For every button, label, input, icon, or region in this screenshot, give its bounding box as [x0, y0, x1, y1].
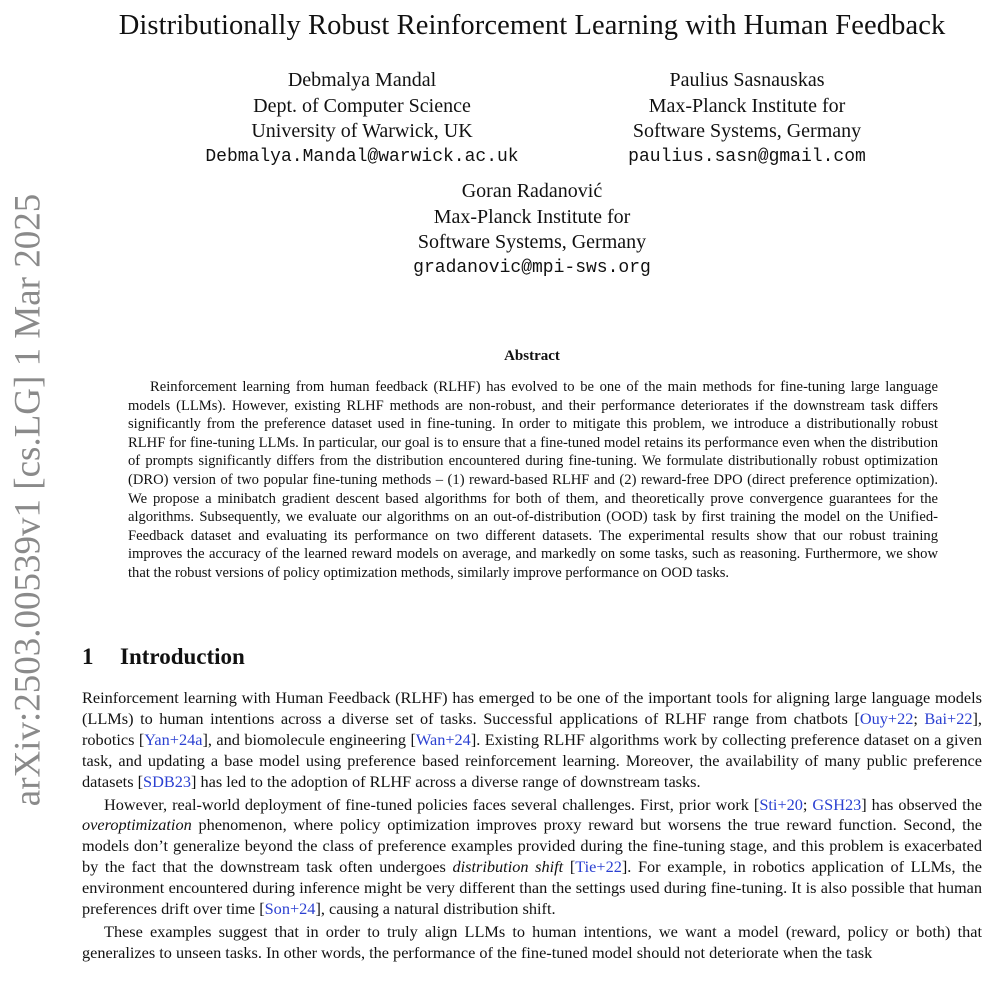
arxiv-identifier-text: arXiv:2503.00539v1 [cs.LG] 1 Mar 2025 [7, 193, 49, 807]
section-heading [82, 644, 245, 670]
emphasis-text: overoptimization [82, 815, 192, 835]
author-affiliation: Software Systems, Germany [632, 120, 862, 142]
author-affiliation: Dept. of Computer Science [253, 94, 471, 117]
section-number: 1 [82, 644, 94, 669]
body-paragraph [82, 795, 982, 920]
paper-page [82, 0, 982, 962]
author-email: paulius.sasn@gmail.com [628, 146, 866, 167]
author-affiliation: University of Warwick, UK [251, 120, 473, 142]
author-block-2 [572, 68, 922, 170]
paragraph-text: [ [563, 857, 576, 877]
author-block-3 [357, 179, 707, 281]
citation-link[interactable]: Sti+20 [759, 794, 803, 814]
author-email: Debmalya.Mandal@warwick.ac.uk [205, 146, 519, 167]
author-block-1 [187, 68, 537, 170]
author-affiliation: Software Systems, Germany [417, 231, 647, 253]
author-name: Paulius Sasnauskas [669, 69, 825, 91]
author-email: gradanovic@mpi-sws.org [413, 257, 651, 278]
paragraph-text: ], robotics [ [82, 708, 982, 749]
author-affiliation: Max-Planck Institute for [648, 94, 846, 117]
body-paragraph [82, 922, 982, 964]
section-title: Introduction [120, 644, 245, 669]
body-paragraph [82, 688, 982, 793]
author-affiliation: Max-Planck Institute for [433, 205, 631, 228]
paragraph-text: These examples suggest that in order to truly align LLMs to human intentions, we want a model (reward, policy or both) that generalizes to unseen tasks. In other words, the performance of the fine-tuned model should not deteriorate when the task [82, 921, 982, 962]
paragraph-text: ], causing a natural distribution shift. [315, 899, 556, 919]
paragraph-text: ; [802, 794, 813, 814]
paragraph-text: Reinforcement learning with Human Feedback (RLHF) has emerged to be one of the important tools for aligning large language models (LLMs) to human intentions across a diverse set of tasks. Successful applications of RLHF range from chatbots [ [82, 688, 982, 728]
paper-title: Distributionally Robust Reinforcement Learning with Human Feedback [118, 10, 946, 41]
paragraph-text: ] has observed the [861, 794, 982, 814]
abstract-text: Reinforcement learning from human feedback (RLHF) has evolved to be one of the main methods for fine-tuning large language models (LLMs). However, existing RLHF methods are non-robust, and their performance deteriorates if the downstream task differs significantly from the preference dataset used in fine-tuning. In order to mitigate this problem, we introduce a distributionally robust RLHF for fine-tuning LLMs. In particular, our goal is to ensure that a fine-tuned model retains its performance even when the distribution of prompts significantly differs from the distribution encountered during fine-tuning. We formulate distributionally robust optimization (DRO) version of two popular fine-tuning methods – (1) reward-based RLHF and (2) reward-free DPO (direct preference optimization). We propose a minibatch gradient descent based algorithms for both of them, and theoretically prove convergence guarantees for the algorithms. Subsequently, we evaluate our algorithms on an out-of-distribution (OOD) task by first training the model on the Unified-Feedback dataset and evaluating its performance on two different datasets. The experimental results show that our robust training improves the accuracy of the learned reward models on average, and markedly on some tasks, such as reasoning. Furthermore, we show that the robust versions of policy optimization methods, similarly improve performance on OOD tasks. [128, 379, 938, 581]
paragraph-text: phenomenon, where policy optimization improves proxy reward but worsens the true reward function. Second, the models don’t generalize beyond the class of preference examples provided during the fine-tuning stage, and this problem is exacerbated by the fact that the downstream task often undergoes [82, 815, 982, 877]
citation-link[interactable]: Wan+24 [415, 729, 471, 749]
citation-link[interactable]: Son+24 [264, 899, 316, 919]
paragraph-text: ; [913, 708, 925, 728]
paragraph-text: ], and biomolecule engineering [ [202, 729, 416, 749]
citation-link[interactable]: Yan+24a [144, 729, 203, 749]
paragraph-text: However, real-world deployment of fine-tuned policies faces several challenges. First, prior work [ [104, 794, 760, 814]
author-name: Goran Radanović [461, 180, 603, 202]
paragraph-text: ]. Existing RLHF algorithms work by collecting preference dataset on a given task, and updating a base model using preference based reinforcement learning. Moreover, the availability of many public preference datasets [ [82, 729, 982, 791]
arxiv-side-identifier [2, 190, 54, 810]
author-name: Debmalya Mandal [287, 69, 437, 91]
citation-link[interactable]: SDB23 [143, 771, 191, 791]
citation-link[interactable]: Bai+22 [924, 708, 973, 728]
introduction-body [82, 688, 982, 964]
citation-link[interactable]: Ouy+22 [859, 708, 914, 728]
citation-link[interactable]: Tie+22 [575, 857, 622, 877]
paragraph-text: ] has led to the adoption of RLHF across a diverse range of downstream tasks. [191, 771, 701, 791]
paragraph-text: ]. For example, in robotics application of LLMs, the environment encountered during inference might be very different than the settings used during fine-tuning. It is also possible that human preferences drift over time [ [82, 857, 982, 919]
abstract-heading: Abstract [504, 348, 560, 364]
emphasis-text: distribution shift [452, 857, 564, 877]
citation-link[interactable]: GSH23 [812, 794, 862, 814]
